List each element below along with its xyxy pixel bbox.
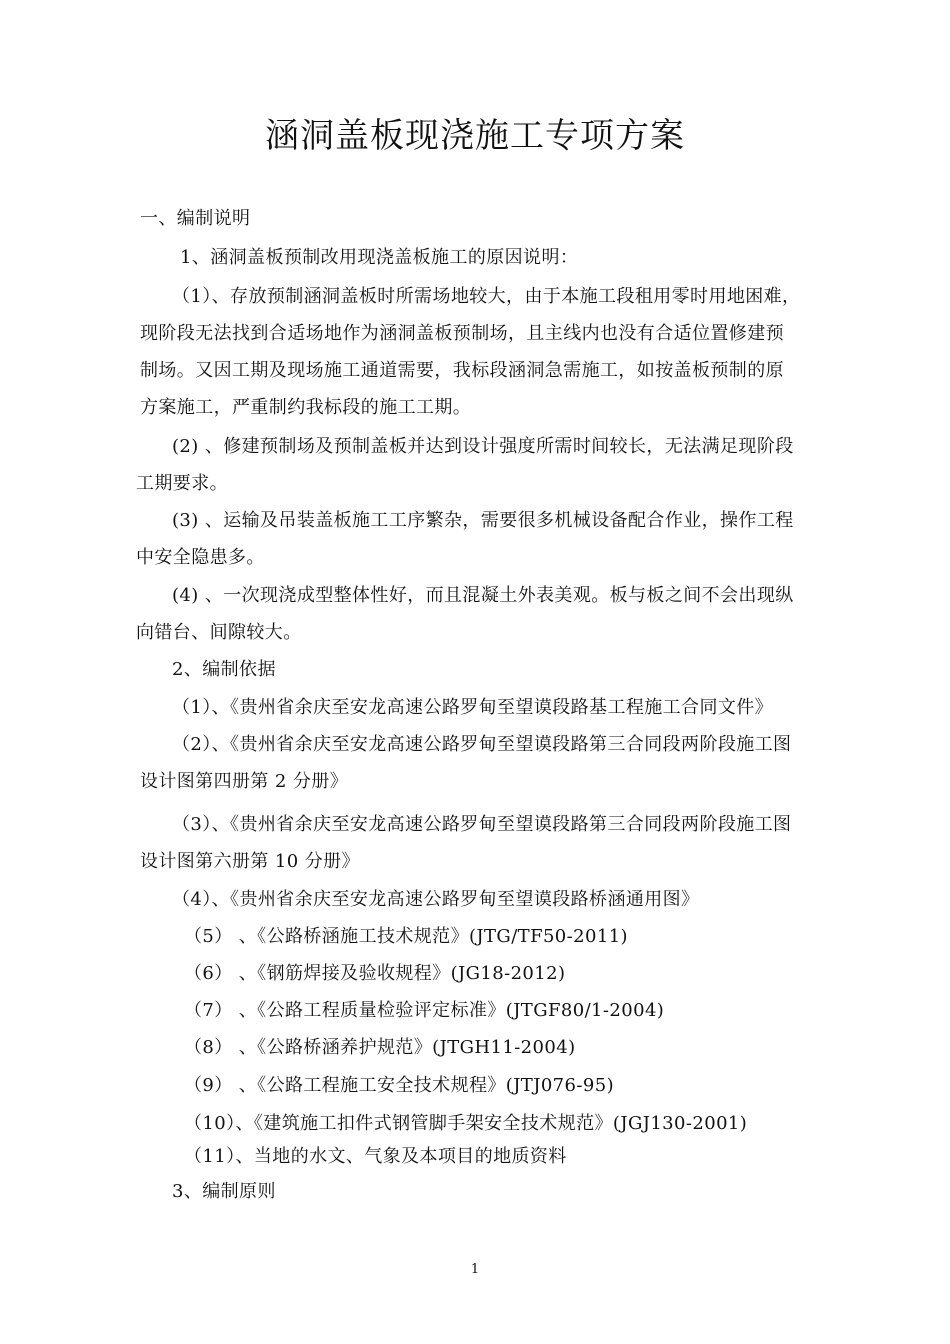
list-item: （6） 、《钢筋焊接及验收规程》(JG18-2012) bbox=[184, 963, 566, 984]
list-item: （10）、《建筑施工扣件式钢管脚手架安全技术规范》(JGJ130-2001) bbox=[184, 1113, 748, 1134]
paragraph-line: (4) 、一次现浇成型整体性好，而且混凝土外表美观。板与板之间不会出现纵 bbox=[172, 585, 794, 606]
list-item: （1）、《贵州省余庆至安龙高速公路罗甸至望谟段路基工程施工合同文件》 bbox=[172, 697, 774, 718]
subsection-heading: 1、涵洞盖板预制改用现浇盖板施工的原因说明： bbox=[180, 247, 579, 268]
subsection-heading: 3、编制原则 bbox=[172, 1181, 276, 1202]
subsection-heading: 2、编制依据 bbox=[172, 659, 276, 680]
list-item: （4）、《贵州省余庆至安龙高速公路罗甸至望谟段路桥涵通用图》 bbox=[172, 889, 700, 910]
paragraph-line: 向错台、间隙较大。 bbox=[136, 622, 302, 643]
paragraph-line: 制场。又因工期及现场施工通道需要，我标段涵洞急需施工，如按盖板预制的原 bbox=[140, 360, 784, 381]
list-item: （2）、《贵州省余庆至安龙高速公路罗甸至望谟段路第三合同段两阶段施工图 bbox=[172, 734, 792, 755]
list-item: （3）、《贵州省余庆至安龙高速公路罗甸至望谟段路第三合同段两阶段施工图 bbox=[172, 814, 792, 835]
paragraph-line: 中安全隐患多。 bbox=[136, 547, 265, 568]
paragraph-line: 现阶段无法找到合适场地作为涵洞盖板预制场，且主线内也没有合适位置修建预 bbox=[140, 323, 784, 344]
page-number: 1 bbox=[470, 1262, 480, 1277]
list-item: （5） 、《公路桥涵施工技术规范》(JTG/TF50-2011) bbox=[184, 926, 628, 947]
paragraph-line: （1）、存放预制涵洞盖板时所需场地较大，由于本施工段租用零时用地困难， bbox=[172, 286, 801, 307]
paragraph-line: 工期要求。 bbox=[136, 473, 228, 494]
list-item: （7） 、《公路工程质量检验评定标准》(JTGF80/1-2004) bbox=[184, 1000, 665, 1021]
paragraph-line: (3) 、运输及吊装盖板施工工序繁杂，需要很多机械设备配合作业，操作工程 bbox=[172, 510, 794, 531]
paragraph-line: 方案施工，严重制约我标段的施工工期。 bbox=[140, 397, 472, 418]
list-item: 设计图第四册第 2 分册》 bbox=[140, 771, 349, 792]
list-item: （8） 、《公路桥涵养护规范》(JTGH11-2004) bbox=[184, 1037, 576, 1058]
list-item: 设计图第六册第 10 分册》 bbox=[140, 851, 360, 872]
section-heading: 一、编制说明 bbox=[140, 208, 251, 229]
list-item: （9） 、《公路工程施工安全技术规程》(JTJ076-95) bbox=[184, 1075, 614, 1096]
document-title: 涵洞盖板现浇施工专项方案 bbox=[265, 116, 685, 156]
list-item: （11）、当地的水文、气象及本项目的地质资料 bbox=[184, 1146, 567, 1167]
paragraph-line: (2) 、修建预制场及预制盖板并达到设计强度所需时间较长，无法满足现阶段 bbox=[172, 436, 794, 457]
